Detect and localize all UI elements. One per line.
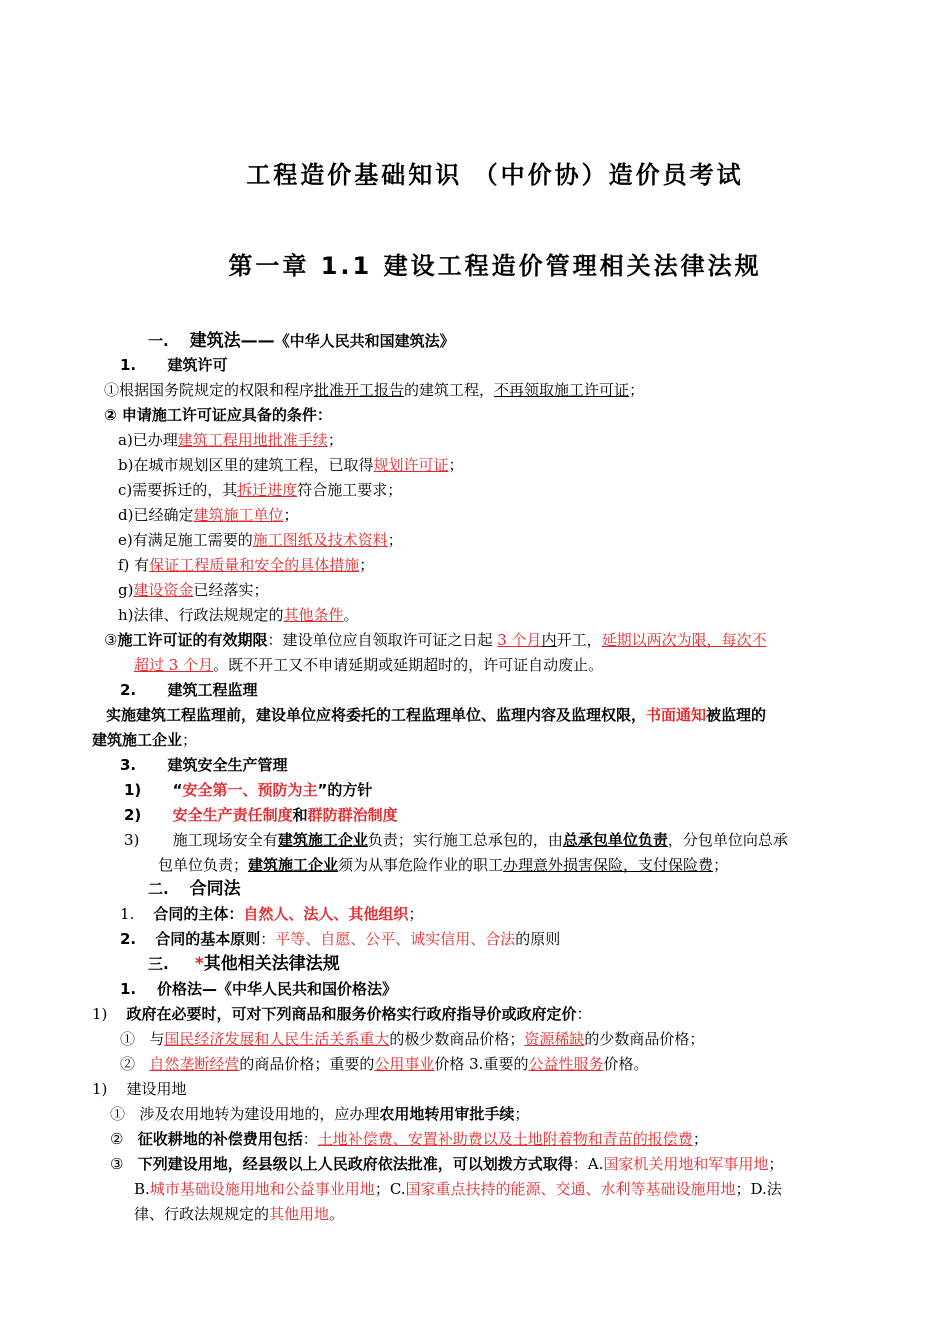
bold-text: 施工许可证的有效期限 (117, 631, 268, 649)
text: 已经落实； (193, 581, 269, 599)
highlight-text: 保证工程质量和安全的具体措施 (149, 556, 360, 574)
list-item (118, 504, 299, 526)
underlined-text: 办理意外损害保险，支付保险费 (503, 856, 714, 874)
text: 与 (149, 1030, 165, 1048)
document-title: 工程造价基础知识 （中价协）造价员考试 (246, 161, 744, 189)
text: c)需要拆迁的，其 (118, 481, 238, 499)
item-number: 1. (120, 980, 137, 998)
paragraph-line (104, 379, 644, 401)
text: 。 (343, 606, 359, 624)
text: ：建设单位应自领取许可证之日起 (267, 631, 498, 649)
highlight-text: 国民经济发展和人民生活关系重大 (164, 1030, 390, 1048)
item-number: 1) (92, 1080, 108, 1098)
highlight-text: 安全第一、预防为主 (182, 781, 318, 799)
text: 须为从事危险作业的职工 (338, 856, 504, 874)
list-item (110, 1153, 783, 1175)
highlight-text: 平等、自愿、公平、诚实信用、合法 (275, 930, 516, 948)
text: ：A. (572, 1155, 604, 1173)
highlight-text: 国家重点扶持的能源、交通、水利等基础设施用地 (405, 1180, 736, 1198)
list-item (118, 429, 343, 451)
highlight-text: 施工图纸及技术资料 (252, 531, 388, 549)
bold-text: 下列建设用地，经县级以上人民政府依法批准，可以划拨方式取得 (137, 1155, 573, 1173)
list-item (124, 779, 372, 801)
item-number: ② (110, 1130, 124, 1148)
paragraph-line (158, 854, 728, 876)
text: ； (514, 1105, 530, 1123)
list-item (120, 928, 560, 950)
item-number: ② (120, 1055, 136, 1073)
subsection-heading (120, 978, 397, 1000)
text: ； (387, 531, 403, 549)
subsection-heading (120, 354, 228, 376)
text: ； (327, 431, 343, 449)
text: 的少数商品价格； (584, 1030, 705, 1048)
list-item (118, 529, 403, 551)
text: 开工， (556, 631, 602, 649)
highlight-text: 公用事业 (374, 1055, 435, 1073)
text: ； (283, 506, 299, 524)
text: 的商品价格；重要的 (239, 1055, 375, 1073)
item-number: 3. (120, 756, 137, 774)
text: d)已经确定 (118, 506, 194, 524)
text: 和 (292, 806, 308, 824)
underlined-text: 建筑施工企业 (248, 856, 339, 874)
paragraph-line (104, 629, 767, 651)
section-title: 其他相关法律法规 (203, 954, 340, 974)
highlight-text: 书面通知 (646, 706, 707, 724)
text: “ (172, 781, 183, 799)
text: 价格。 (603, 1055, 649, 1073)
highlight-text: 其他条件 (283, 606, 344, 624)
underlined-text: 不再领取施工许可证 (494, 381, 630, 399)
item-number: 1. (120, 905, 135, 923)
bold-text: 合同的基本原则 (155, 930, 261, 948)
text: ；D.法 (735, 1180, 782, 1198)
list-item (118, 579, 269, 601)
text: 被监理的 (706, 706, 767, 724)
highlight-text: 城市基础设施用地和公益事业用地 (149, 1180, 375, 1198)
bold-text: 农用地转用审批手续 (379, 1105, 515, 1123)
text: e)有满足施工需要的 (118, 531, 253, 549)
text: 符合施工要求； (297, 481, 403, 499)
paragraph-line (92, 729, 197, 751)
underlined-text: 批准开工报告 (314, 381, 405, 399)
text: B. (134, 1180, 150, 1198)
chapter-title: 第一章 1.1 建设工程造价管理相关法律法规 (228, 252, 762, 280)
text: ；C. (374, 1180, 406, 1198)
item-number: ① (120, 1030, 136, 1048)
paragraph-line (134, 1203, 344, 1225)
highlight-text: 规划许可证 (373, 456, 449, 474)
highlight-text: 安全生产责任制度 (172, 806, 293, 824)
section-number: 三. (148, 955, 169, 973)
text: h)法律、行政法规规定的 (118, 606, 284, 624)
list-item (118, 554, 374, 576)
paragraph-line (106, 704, 766, 726)
highlight-text: 建筑施工单位 (193, 506, 284, 524)
text: f) 有 (118, 556, 150, 574)
item-number: 1) (92, 1005, 108, 1023)
highlight-text: 土地补偿费、安置补助费以及土地附着物和青苗的报偿费 (317, 1130, 693, 1148)
text: 的极少数商品价格； (389, 1030, 525, 1048)
item-number: ① (110, 1105, 126, 1123)
text: ”的方针 (317, 781, 373, 799)
section-title: 合同法 (189, 879, 241, 899)
text: g) (118, 581, 134, 599)
highlight-text: 建设资金 (133, 581, 194, 599)
text: ①根据国务院规定的权限和程序 (104, 381, 315, 399)
list-item (92, 1078, 187, 1100)
list-item (120, 903, 423, 925)
item-number: 2. (120, 930, 137, 948)
section-number: 二. (148, 880, 169, 898)
highlight-text: 拆迁进度 (237, 481, 298, 499)
bold-text: 征收耕地的补偿费用包括 (137, 1130, 303, 1148)
underlined-text: 总承包单位负责 (562, 831, 668, 849)
text: ； (359, 556, 375, 574)
highlight-text: 其他用地 (269, 1205, 330, 1223)
item-title: 价格法—《中华人民共和国价格法》 (157, 980, 398, 998)
text: 实施建筑工程监理前，建设单位应将委托的工程监理单位、监理内容及监理权限， (106, 706, 647, 724)
list-item (118, 454, 464, 476)
list-item (120, 1053, 649, 1075)
text: 负责；实行施工总承包的，由 (367, 831, 563, 849)
section-2-heading (148, 878, 241, 900)
text: 价格 3.重要的 (434, 1055, 529, 1073)
item-number: 2. (120, 681, 137, 699)
underlined-text: 建筑施工企业 (277, 831, 368, 849)
text: ③ (104, 631, 118, 649)
highlight-text: 公益性服务 (528, 1055, 604, 1073)
highlight-text: 国家机关用地和军事用地 (603, 1155, 769, 1173)
text: ； (629, 381, 645, 399)
list-item (124, 804, 398, 826)
highlight-text: 资源稀缺 (524, 1030, 585, 1048)
section-title: 建筑法—— (189, 331, 275, 351)
list-item (110, 1103, 529, 1125)
highlight-text: 自然人、法人、其他组织 (243, 905, 409, 923)
text: 律、行政法规规定的 (134, 1205, 270, 1223)
section-3-heading (148, 953, 340, 975)
item-number: 2) (124, 806, 142, 824)
text: ； (448, 456, 464, 474)
item-title: 建筑许可 (167, 356, 228, 374)
text: 包单位负责； (158, 856, 249, 874)
text: b)在城市规划区里的建筑工程，已取得 (118, 456, 374, 474)
subsection-heading (120, 679, 258, 701)
highlight-text: 自然垄断经营 (149, 1055, 240, 1073)
text: ； (692, 1130, 708, 1148)
list-item (110, 1128, 708, 1150)
bold-text: 政府在必要时，可对下列商品和服务价格实行政府指导价或政府定价 (126, 1005, 577, 1023)
text: ： (576, 1005, 592, 1023)
item-number: ③ (110, 1155, 124, 1173)
highlight-text: 超过 3 个月 (134, 656, 214, 674)
text: ： (302, 1130, 318, 1148)
paragraph-line (134, 654, 603, 676)
item-number: 3) (124, 831, 140, 849)
text: ； (713, 856, 729, 874)
subsection-heading (120, 754, 288, 776)
item-number: 1) (124, 781, 142, 799)
highlight-text: 群防群治制度 (307, 806, 398, 824)
text: ： (260, 930, 276, 948)
bold-text: 合同的主体： (153, 905, 244, 923)
text: ； (182, 731, 198, 749)
list-item (124, 829, 788, 851)
highlight-text: 建筑工程用地批准手续 (177, 431, 328, 449)
text: 施工现场安全有 (172, 831, 278, 849)
paragraph-line: ② 申请施工许可证应具备的条件： (104, 406, 332, 424)
section-1-heading (148, 330, 455, 352)
text: 的建筑工程， (404, 381, 495, 399)
list-item (118, 479, 402, 501)
section-number: 一. (148, 332, 169, 350)
text: 。 (329, 1205, 345, 1223)
star-mark: * (194, 954, 204, 974)
item-title: 建筑安全生产管理 (167, 756, 288, 774)
text: a)已办理 (118, 431, 178, 449)
list-item (120, 1028, 704, 1050)
item-number: 1. (120, 356, 137, 374)
item-title: 建筑工程监理 (167, 681, 258, 699)
text: 涉及农用地转为建设用地的，应办理 (139, 1105, 380, 1123)
text: 。既不开工又不申请延期或延期超时的，许可证自动废止。 (213, 656, 604, 674)
list-item (92, 1003, 592, 1025)
text: ，分包单位向总承 (667, 831, 788, 849)
highlight-text: 延期以两次为限，每次不 (601, 631, 767, 649)
underlined-text: 内 (541, 631, 557, 649)
law-name: 《中华人民共和国建筑法》 (274, 332, 455, 350)
paragraph-line (134, 1178, 782, 1200)
list-item (118, 604, 359, 626)
text: 建设用地 (126, 1080, 187, 1098)
text: 的原则 (515, 930, 561, 948)
highlight-text: 3 个月 (497, 631, 542, 649)
bold-text: 建筑施工企业 (92, 731, 183, 749)
text: ； (408, 905, 424, 923)
text: ； (768, 1155, 784, 1173)
